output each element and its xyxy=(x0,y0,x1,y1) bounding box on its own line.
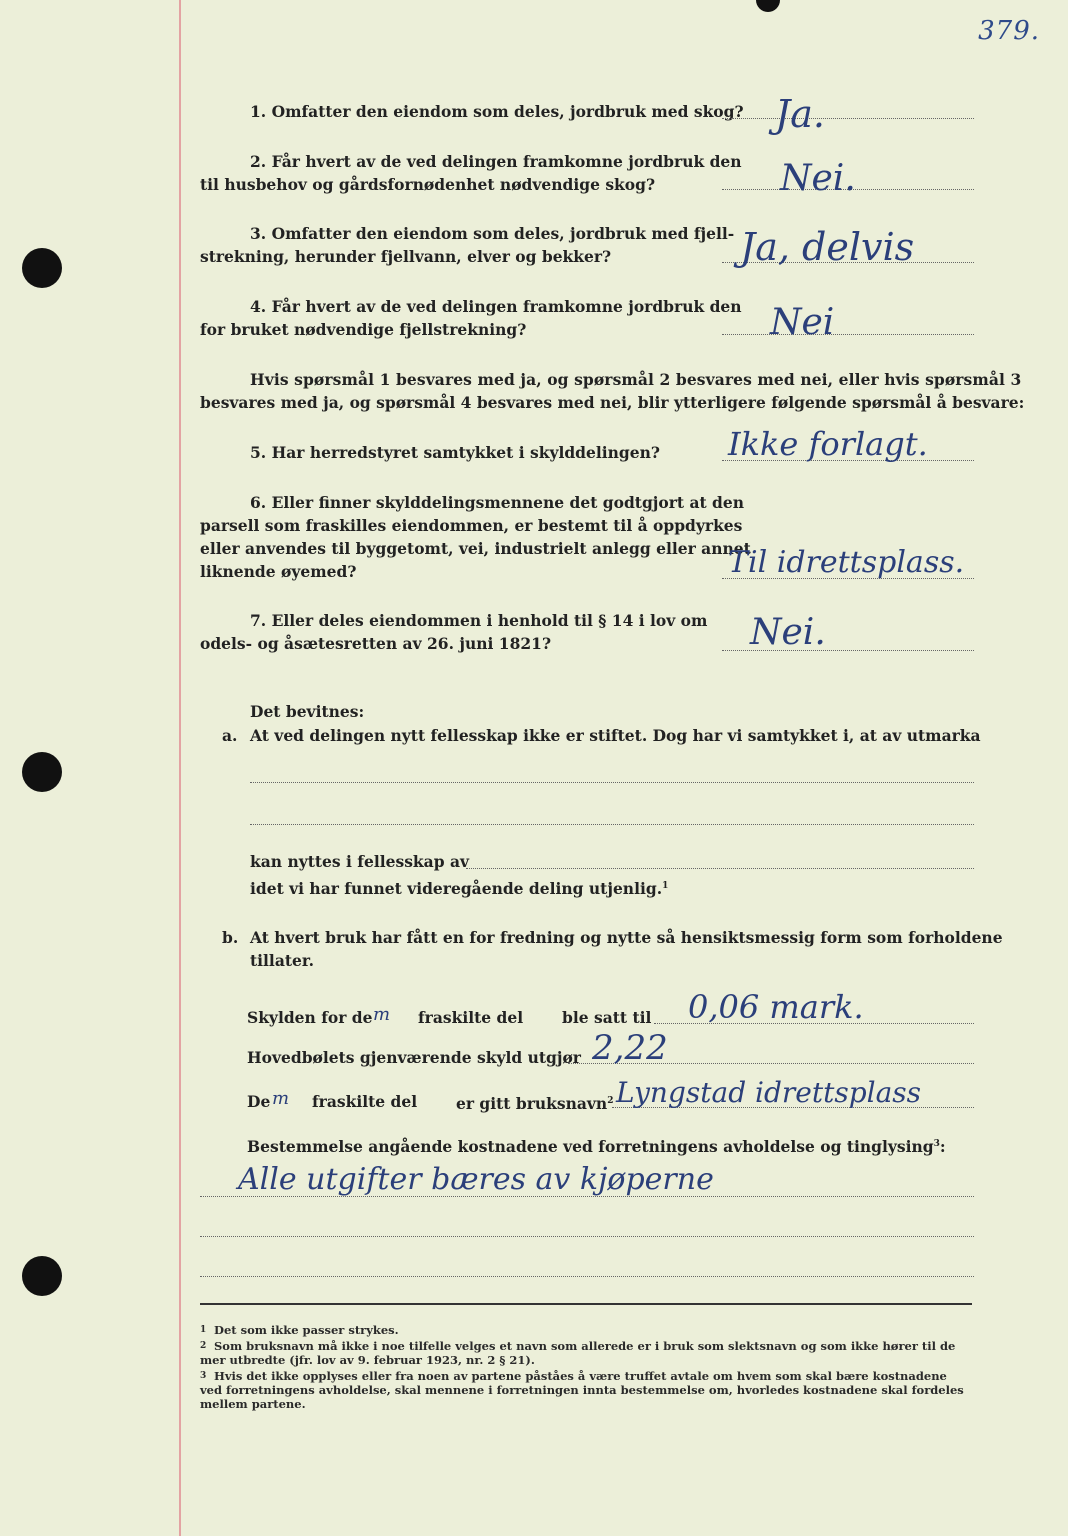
fill-line xyxy=(466,868,974,869)
question-6-line4: liknende øyemed? xyxy=(200,562,357,581)
fraskilte-label: fraskilte del xyxy=(418,1008,524,1027)
question-2-line2: til husbehov og gårdsfornødenhet nødvendige skog? xyxy=(200,175,656,194)
item-a-text: At ved delingen nytt fellesskap ikke er stiftet. Dog har vi samtykket i, at av utmarka xyxy=(250,726,981,745)
question-5: 5. Har herredstyret samtykket i skylddelingen? xyxy=(250,443,660,462)
handwritten-answer-1: Ja. xyxy=(775,92,825,136)
answer-line xyxy=(722,334,974,335)
fill-line xyxy=(250,824,974,825)
struck-out-mark: m xyxy=(272,1088,290,1109)
item-a-line4: idet vi har funnet videregående deling utjenlig.$^1$ xyxy=(250,879,669,899)
handwritten-answer-7: Nei. xyxy=(750,612,826,653)
handwritten-answer-3: Ja, delvis xyxy=(740,225,915,269)
item-b-line1: At hvert bruk har fått en for fredning og nytte så hensiktsmessig form som forholdene xyxy=(250,928,1003,947)
footnote-3: 3 Hvis det ikke opplyses eller fra noen av partene påståes å være truffet avtale om hvem som skal bære kostnadene ved forretningens avholdelse, skal mennene i forretningen innta bestemmelse om, hvorledes kostnadene skal fordeles mellem partene. xyxy=(200,1369,964,1411)
fill-line xyxy=(250,782,974,783)
skyld-label: Skylden for de xyxy=(247,1008,373,1027)
item-b-label: b. xyxy=(222,928,239,947)
punch-hole xyxy=(22,248,62,288)
footnote-2: 2 Som bruksnavn må ikke i noe tilfelle velges et navn som allerede er i bruk som slektsnavn og som ikke hører til de mer utbredte (jfr. lov av 9. februar 1923, nr. 2 § 21). xyxy=(200,1339,956,1367)
hovedbol-label: Hovedbølets gjenværende skyld utgjør xyxy=(247,1048,581,1067)
question-6-line1: 6. Eller finner skylddelingsmennene det godtgjort at den xyxy=(250,493,745,512)
question-4-line2: for bruket nødvendige fjellstrekning? xyxy=(200,320,527,339)
fraskilte-label-2: fraskilte del xyxy=(312,1092,418,1111)
handwritten-bruksnavn: Lyngstad idrettsplass xyxy=(616,1076,922,1109)
handwritten-answer-2: Nei. xyxy=(780,158,856,199)
bevitnes-heading: Det bevitnes: xyxy=(250,702,365,721)
question-2-line1: 2. Får hvert av de ved delingen framkomne jordbruk den xyxy=(250,152,742,171)
item-a-line3: kan nyttes i fellesskap av xyxy=(250,852,469,871)
question-6-line2: parsell som fraskilles eiendommen, er bestemt til å oppdyrkes xyxy=(200,516,743,535)
question-4-line1: 4. Får hvert av de ved delingen framkomne jordbruk den xyxy=(250,297,742,316)
question-3-line1: 3. Omfatter den eiendom som deles, jordbruk med fjell- xyxy=(250,224,735,243)
satt-til-label: ble satt til xyxy=(562,1008,652,1027)
struck-out-mark: m xyxy=(373,1004,391,1025)
bruksnavn-label: er gitt bruksnavn$^2$ xyxy=(456,1094,614,1114)
question-3-line2: strekning, herunder fjellvann, elver og bekker? xyxy=(200,247,612,266)
bestemmelse-label: Bestemmelse angående kostnadene ved forretningens avholdelse og tinglysing$^3$: xyxy=(247,1137,946,1157)
punch-hole xyxy=(22,1256,62,1296)
question-7-line2: odels- og åsætesretten av 26. juni 1821? xyxy=(200,634,552,653)
fill-line xyxy=(200,1276,974,1277)
footnote-1: 1 Det som ikke passer strykes. xyxy=(200,1323,399,1337)
question-1: 1. Omfatter den eiendom som deles, jordbruk med skog? xyxy=(250,102,744,121)
handwritten-hovedbol: 2,22 xyxy=(592,1028,668,1068)
punch-hole xyxy=(22,752,62,792)
margin-line xyxy=(179,0,181,1536)
handwritten-answer-6: Til idrettsplass. xyxy=(728,545,965,580)
item-a-label: a. xyxy=(222,726,238,745)
answer-line xyxy=(722,118,974,119)
conditional-line2: besvares med ja, og spørsmål 4 besvares med nei, blir ytterligere følgende spørsmål å besvare: xyxy=(200,393,1025,412)
conditional-line1: Hvis spørsmål 1 besvares med ja, og spørsmål 2 besvares med nei, eller hvis spørsmål 3 xyxy=(250,370,1022,389)
handwritten-answer-5: Ikke forlagt. xyxy=(728,425,928,463)
handwritten-bestemmelse: Alle utgifter bæres av kjøperne xyxy=(238,1162,714,1197)
fill-line xyxy=(200,1236,974,1237)
handwritten-answer-4: Nei xyxy=(770,302,835,343)
de-label: De xyxy=(247,1092,271,1111)
binding-notch xyxy=(756,0,780,12)
item-b-line2: tillater. xyxy=(250,951,315,970)
question-6-line3: eller anvendes til byggetomt, vei, industrielt anlegg eller annet xyxy=(200,539,751,558)
handwritten-skyld: 0,06 mark. xyxy=(688,988,864,1026)
question-7-line1: 7. Eller deles eiendommen i henhold til § 14 i lov om xyxy=(250,611,708,630)
page-number: 379. xyxy=(978,16,1040,46)
footnote-rule xyxy=(200,1303,972,1305)
